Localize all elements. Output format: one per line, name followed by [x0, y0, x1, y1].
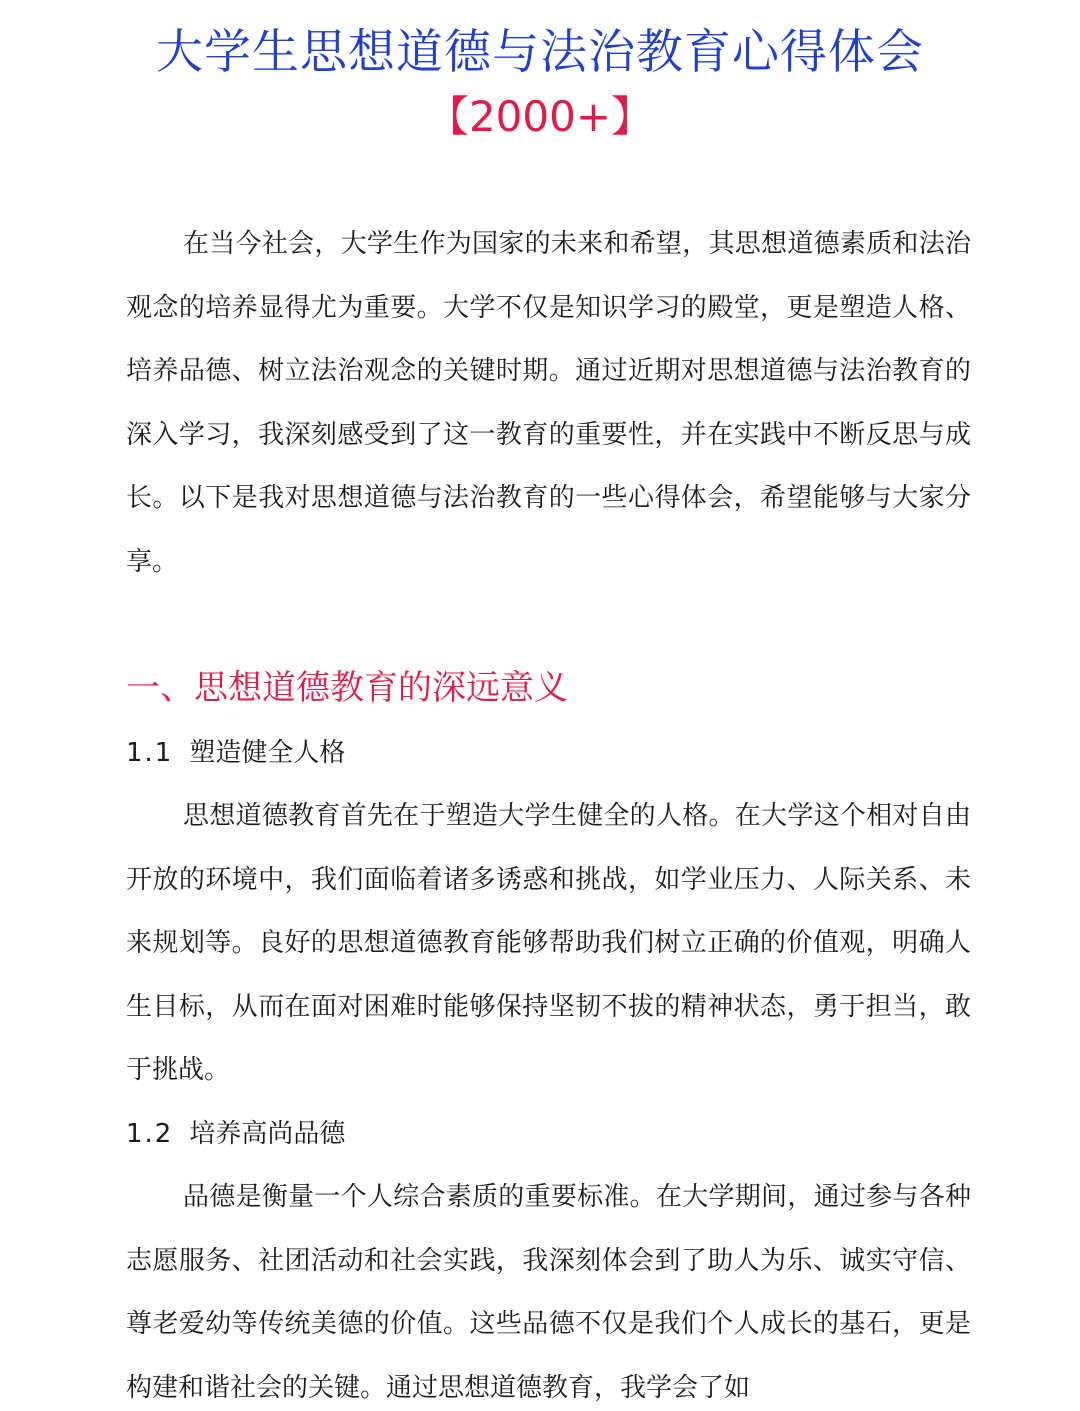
- document-subtitle: 【2000+】: [426, 92, 654, 141]
- document-title: 大学生思想道德与法治教育心得体会: [156, 25, 924, 80]
- subheading-number: 1.1: [126, 738, 174, 768]
- section-heading-1: 一、思想道德教育的深远意义: [126, 668, 568, 708]
- subheading-1-1: [126, 731, 345, 775]
- subheading-title: 塑造健全人格: [189, 738, 346, 768]
- paragraph-1-2: 品德是衡量一个人综合素质的重要标准。在大学期间，通过参与各种志愿服务、社团活动和社会实践，我深刻体会到了助人为乐、诚实守信、尊老爱幼等传统美德的价值。这些品德不仅是我们个人成长的基石，更是构建和谐社会的关键。通过思想道德教育，我学会了如: [126, 1182, 971, 1403]
- subheading-1-2: [126, 1112, 345, 1156]
- subheading-title: 培养高尚品德: [189, 1119, 346, 1149]
- subheading-number: 1.2: [126, 1119, 174, 1149]
- intro-paragraph: 在当今社会，大学生作为国家的未来和希望，其思想道德素质和法治观念的培养显得尤为重要。大学不仅是知识学习的殿堂，更是塑造人格、培养品德、树立法治观念的关键时期。通过近期对思想道德与法治教育的深入学习，我深刻感受到了这一教育的重要性，并在实践中不断反思与成长。以下是我对思想道德与法治教育的一些心得体会，希望能够与大家分享。: [126, 229, 971, 577]
- paragraph-1-1: 思想道德教育首先在于塑造大学生健全的人格。在大学这个相对自由开放的环境中，我们面临着诸多诱惑和挑战，如学业压力、人际关系、未来规划等。良好的思想道德教育能够帮助我们树立正确的价值观，明确人生目标，从而在面对困难时能够保持坚韧不拔的精神状态，勇于担当，敢于挑战。: [126, 801, 971, 1085]
